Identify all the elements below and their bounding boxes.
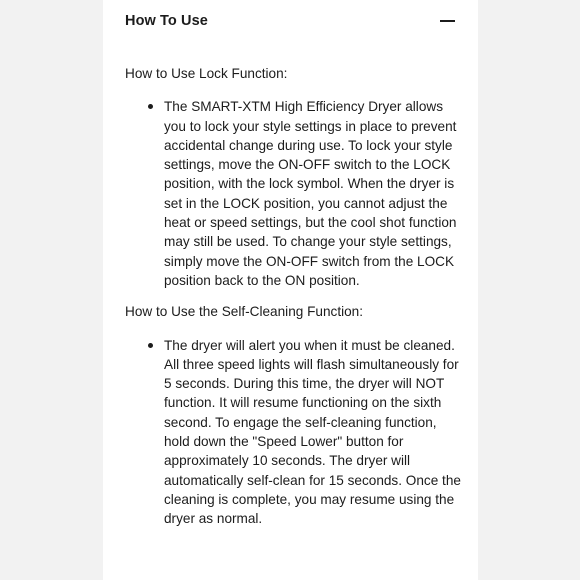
accordion-content bbox=[125, 64, 465, 529]
list-item bbox=[164, 336, 465, 529]
list-item-text: The SMART-XTM High Efficiency Dryer allows you to lock your style settings in place to prevent accidental change during use. To lock your style settings, move the ON-OFF switch to the LOCK position, with the lock symbol. When the dryer is set in the LOCK position, you cannot adjust the heat or speed settings, but the cool shot function may still be used. To change your style settings, simply move the ON-OFF switch from the LOCK position back to the ON position. bbox=[164, 99, 457, 288]
self-cleaning-section bbox=[125, 302, 465, 528]
minus-icon-bar bbox=[440, 20, 455, 22]
lock-function-section bbox=[125, 64, 465, 290]
section-heading: How to Use Lock Function: bbox=[125, 66, 288, 81]
bullet-icon bbox=[148, 104, 153, 109]
list-item-text: The dryer will alert you when it must be cleaned. All three speed lights will flash simultaneously for 5 seconds. During this time, the dryer will NOT function. It will resume functioning on the sixth second. To engage the self-cleaning function, hold down the "Speed Lower" button for approximately 10 seconds. The dryer will automatically self-clean for 15 seconds. Once the cleaning is complete, you may resume using the dryer as normal. bbox=[164, 337, 461, 527]
bullet-list bbox=[125, 336, 465, 529]
bullet-list bbox=[125, 97, 465, 290]
accordion-title: How To Use bbox=[125, 13, 208, 29]
accordion-header[interactable] bbox=[103, 0, 478, 46]
list-item bbox=[164, 97, 465, 290]
section-heading: How to Use the Self-Cleaning Function: bbox=[125, 304, 364, 320]
bullet-icon bbox=[148, 343, 153, 348]
how-to-use-panel bbox=[103, 0, 478, 580]
minus-icon[interactable] bbox=[436, 10, 460, 34]
